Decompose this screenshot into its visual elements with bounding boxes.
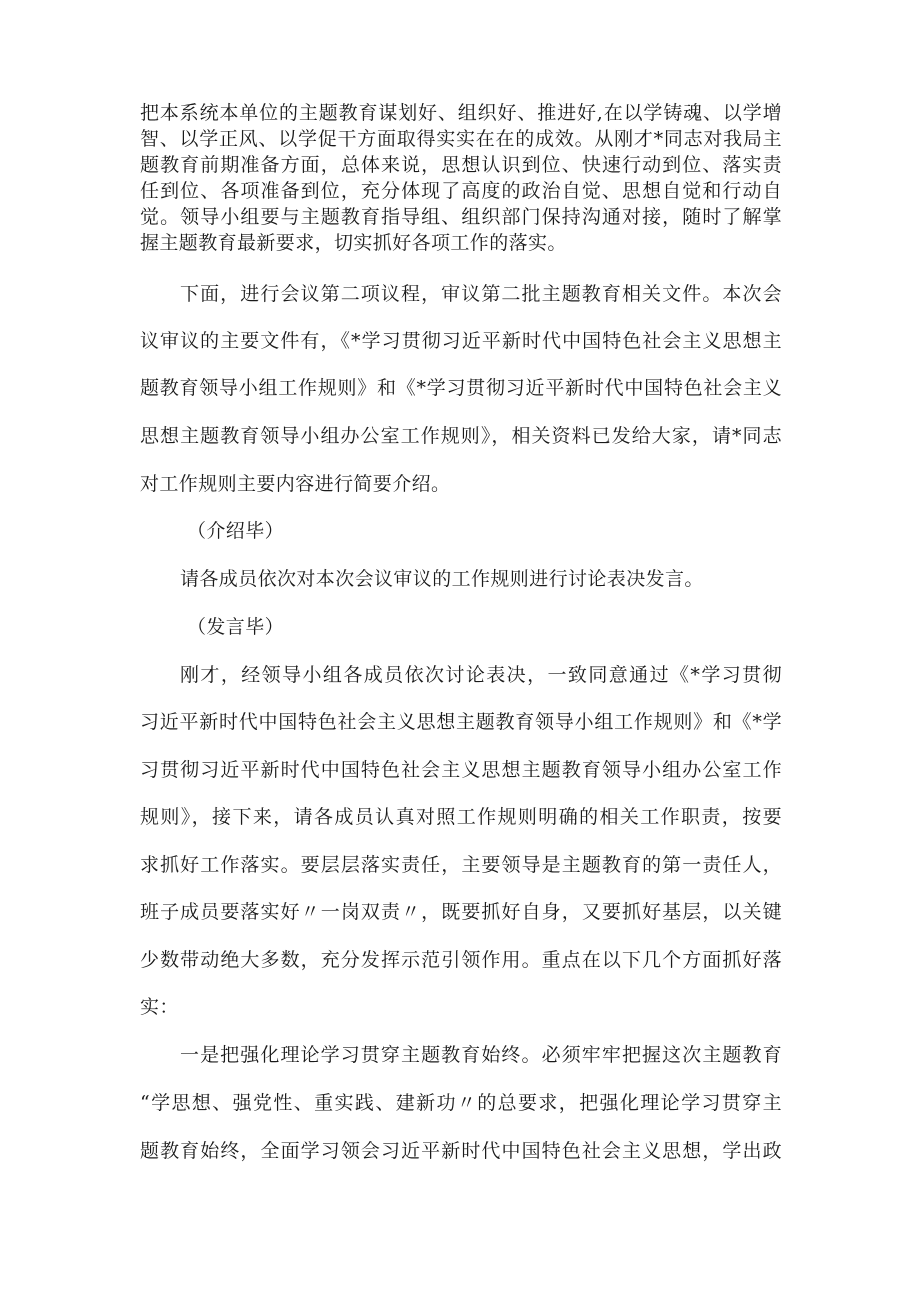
p1-line-6: 握主题教育最新要求，切实抓好各项工作的落实。	[140, 232, 567, 254]
p6-line-5: 求抓好工作落实。要层层落实责任，主要领导是主题教育的第一责任人，	[140, 854, 782, 876]
p1-line-3: 题教育前期准备方面，总体来说，思想认识到位、快速行动到位、落实责	[140, 154, 782, 176]
p1-line-4: 任到位、各项准备到位，充分体现了高度的政治自觉、思想自觉和行动自	[140, 180, 782, 202]
p6-line-8: 实：	[140, 996, 179, 1018]
p1-line-1: 把本系统本单位的主题教育谋划好、组织好、推进好,在以学铸魂、以学增	[140, 102, 782, 124]
p2-line-3: 题教育领导小组工作规则》和《*学习贯彻习近平新时代中国特色社会主义	[140, 377, 782, 399]
p5-speech-done: （发言毕）	[187, 616, 285, 638]
p2-line-1: 下面，进行会议第二项议程，审议第二批主题教育相关文件。本次会	[180, 283, 782, 305]
p6-line-3: 习贯彻习近平新时代中国特色社会主义思想主题教育领导小组办公室工作	[140, 759, 782, 781]
p2-line-4: 思想主题教育领导小组办公室工作规则》，相关资料已发给大家，请*同志	[140, 425, 782, 447]
p7-line-2: “学思想、强党性、重实践、建新功〃的总要求，把强化理论学习贯穿主	[140, 1092, 782, 1114]
p6-line-2: 习近平新时代中国特色社会主义思想主题教育领导小组工作规则》和《*学	[140, 711, 782, 733]
p3-introduction-done: （介绍毕）	[187, 520, 285, 542]
p1-line-5: 觉。领导小组要与主题教育指导组、组织部门保持沟通对接，随时了解掌	[140, 206, 782, 228]
p6-line-6: 班子成员要落实好〃一岗双责〃，既要抓好自身，又要抓好基层，以关键	[140, 901, 782, 923]
p6-line-7: 少数带动绝大多数，充分发挥示范引领作用。重点在以下几个方面抓好落	[140, 949, 782, 971]
p6-line-4: 规则》，接下来，请各成员认真对照工作规则明确的相关工作职责，按要	[140, 806, 782, 828]
p6-line-1: 刚才，经领导小组各成员依次讨论表决，一致同意通过《*学习贯彻	[180, 664, 782, 686]
p7-line-1: 一是把强化理论学习贯穿主题教育始终。必须牢牢把握这次主题教育	[180, 1044, 782, 1066]
p4-line-1: 请各成员依次对本次会议审议的工作规则进行讨论表决发言。	[180, 568, 704, 590]
p2-line-5: 对工作规则主要内容进行简要介绍。	[140, 473, 451, 495]
p2-line-2: 议审议的主要文件有，《*学习贯彻习近平新时代中国特色社会主义思想主	[140, 330, 782, 352]
p1-line-2: 智、以学正风、以学促干方面取得实实在在的成效。从刚才*同志对我局主	[140, 128, 782, 150]
p7-line-3: 题教育始终，全面学习领会习近平新时代中国特色社会主义思想，学出政	[140, 1140, 782, 1162]
